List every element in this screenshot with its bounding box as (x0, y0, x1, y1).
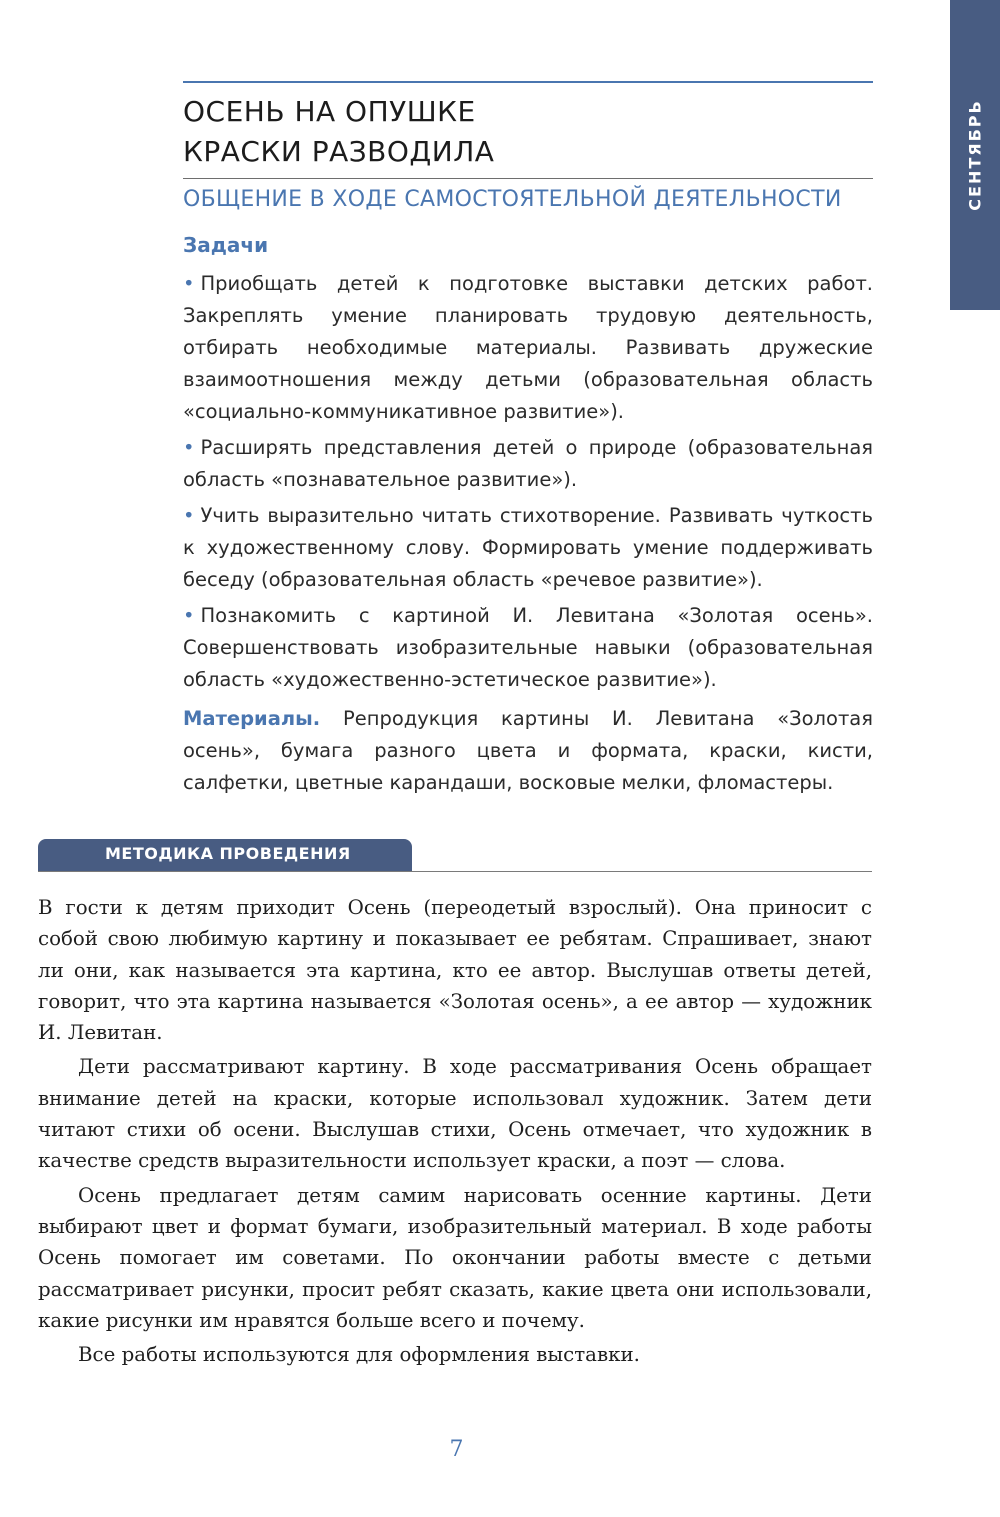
page-title-line-2: КРАСКИ РАЗВОДИЛА (183, 135, 495, 168)
page-title-line-1: ОСЕНЬ НА ОПУШКЕ (183, 95, 476, 128)
month-tab-label: СЕНТЯБРЬ (965, 99, 985, 211)
task-item (183, 432, 873, 496)
bullet-icon: • (183, 436, 195, 459)
method-body (38, 892, 872, 1373)
task-text: Приобщать детей к подготовке выставки детских работ. Закреплять умение планировать трудовую деятельность, отбирать необходимые материалы. Развивать дружеские взаимоотношения между детьми (образовательная область «социально-коммуникативное развитие»). (183, 272, 873, 423)
task-item (183, 600, 873, 696)
materials-paragraph (183, 703, 873, 799)
method-paragraph: Осень предлагает детям самим нарисовать осенние картины. Дети выбирают цвет и формат бумаги, изобразительный материал. В ходе работы Осень помогает им советами. По окончании работы вместе с детьми рассматривает рисунки, просит ребят сказать, какие цвета они использовали, какие рисунки им нравятся больше всего и почему. (38, 1183, 872, 1332)
task-item (183, 268, 873, 428)
title-bottom-rule (183, 178, 873, 179)
method-heading: МЕТОДИКА ПРОВЕДЕНИЯ (105, 844, 351, 863)
page-subtitle: ОБЩЕНИЕ В ХОДЕ САМОСТОЯТЕЛЬНОЙ ДЕЯТЕЛЬНОСТИ (183, 187, 842, 212)
tasks-heading: Задачи (183, 233, 269, 257)
task-text: Расширять представления детей о природе (образовательная область «познавательное развитие»). (183, 436, 873, 491)
task-item (183, 500, 873, 596)
bullet-icon: • (183, 272, 195, 295)
method-paragraph: Дети рассматривают картину. В ходе рассматривания Осень обращает внимание детей на краски, которые использовал художник. Затем дети читают стихи об осени. Выслушав стихи, Осень отмечает, что художник в качестве средств выразительности использует краски, а поэт — слова. (38, 1055, 872, 1173)
page-number: 7 (449, 1437, 464, 1462)
method-paragraph: Все работы используются для оформления выставки. (78, 1343, 640, 1367)
task-text: Учить выразительно читать стихотворение. Развивать чуткость к художественному слову. Формировать умение поддерживать беседу (образовательная область «речевое развитие»). (183, 504, 873, 591)
bullet-icon: • (183, 504, 195, 527)
materials-label: Материалы. (183, 707, 321, 730)
materials-text: Репродукция картины И. Левитана «Золотая осень», бумага разного цвета и формата, краски, кисти, салфетки, цветные карандаши, восковые мелки, фломастеры. (183, 707, 873, 794)
title-top-rule (183, 81, 873, 83)
tasks-list (183, 268, 873, 700)
page-title (183, 92, 873, 172)
task-text: Познакомить с картиной И. Левитана «Золотая осень». Совершенствовать изобразительные навыки (образовательная область «художественно-эстетическое развитие»). (183, 604, 873, 691)
method-paragraph: В гости к детям приходит Осень (переодетый взрослый). Она приносит с собой свою любимую картину и показывает ее ребятам. Спрашивает, знают ли они, как называется эта картина, кто ее автор. Выслушав ответы детей, говорит, что эта картина называется «Золотая осень», а ее автор — художник И. Левитан. (38, 896, 872, 1045)
bullet-icon: • (183, 604, 195, 627)
method-rule (38, 871, 872, 872)
